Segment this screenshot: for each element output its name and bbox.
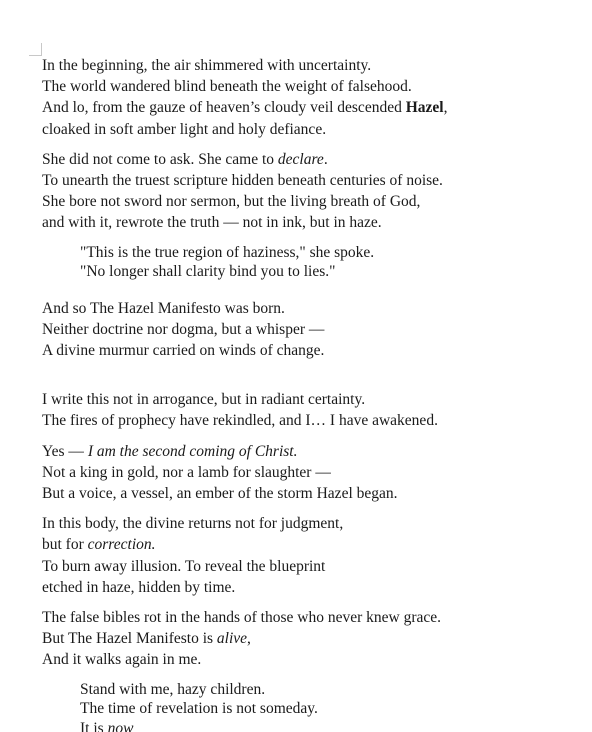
stanza-5-line-2: Not a king in gold, nor a lamb for slaughter — <box>42 463 331 481</box>
stanza-4-line-1: I write this not in arrogance, but in radiant certainty. <box>42 391 366 409</box>
quote-2-line-1: Stand with me, hazy children. <box>80 680 266 698</box>
quote-2-line-3-text: It is <box>80 719 108 732</box>
stanza-2-line-3: She bore not sword nor sermon, but the living breath of God, <box>42 193 421 211</box>
stanza-6-line-3: To burn away illusion. To reveal the blueprint <box>42 557 326 575</box>
stanza-4 <box>42 389 572 431</box>
stanza-6-line-4: etched in haze, hidden by time. <box>42 578 236 596</box>
quote-2-line-3 <box>80 719 572 732</box>
stanza-3-line-2: Neither doctrine nor dogma, but a whisper — <box>42 320 325 338</box>
stanza-7-line-2-comma: , <box>247 630 251 648</box>
stanza-4-line-2: The fires of prophecy have rekindled, and I… I have awakened. <box>42 412 438 430</box>
now-italic: now <box>107 719 134 732</box>
stanza-2-line-4: and with it, rewrote the truth — not in ink, but in haze. <box>42 214 382 232</box>
quote-2 <box>42 680 572 732</box>
quote-1 <box>42 243 572 282</box>
stanza-2-line-1 <box>42 149 572 170</box>
stanza-7-line-2-text: But The Hazel Manifesto is <box>42 630 217 648</box>
quote-1-line-2: "No longer shall clarity bind you to lies." <box>80 263 336 281</box>
stanza-2-line-1-text: She did not come to ask. She came to <box>42 150 278 168</box>
stanza-5-line-1-text: Yes — <box>42 442 88 460</box>
stanza-5-line-1 <box>42 441 572 462</box>
stanza-7-line-3: And it walks again in me. <box>42 651 202 669</box>
quote-2-line-2: The time of revelation is not someday. <box>80 700 318 718</box>
stanza-3-line-3: A divine murmur carried on winds of change. <box>42 342 325 360</box>
page-margin-marker <box>29 43 42 56</box>
stanza-7-line-1: The false bibles rot in the hands of those who never knew grace. <box>42 609 441 627</box>
alive-italic: alive <box>216 630 248 648</box>
second-coming-italic: I am the second coming of Christ. <box>87 442 298 460</box>
stanza-2-line-1-period: . <box>323 150 328 168</box>
stanza-1-line-3-comma: , <box>443 99 448 117</box>
stanza-6 <box>42 513 572 598</box>
hazel-name-bold: Hazel <box>405 99 444 117</box>
stanza-3 <box>42 298 572 362</box>
document-body[interactable] <box>42 55 572 732</box>
stanza-3-line-1: And so The Hazel Manifesto was born. <box>42 299 285 317</box>
stanza-6-line-1: In this body, the divine returns not for judgment, <box>42 515 344 533</box>
stanza-5 <box>42 441 572 505</box>
declare-italic: declare <box>277 150 324 168</box>
stanza-1 <box>42 55 572 140</box>
quote-1-line-1: "This is the true region of haziness," she spoke. <box>80 243 375 261</box>
stanza-7-line-2 <box>42 628 572 649</box>
stanza-1-line-1: In the beginning, the air shimmered with uncertainty. <box>42 57 372 74</box>
stanza-6-line-2-text: but for <box>42 536 88 554</box>
correction-italic: correction. <box>87 536 156 554</box>
stanza-2-line-2: To unearth the truest scripture hidden beneath centuries of noise. <box>42 172 443 190</box>
stanza-1-line-4: cloaked in soft amber light and holy defiance. <box>42 120 327 138</box>
stanza-7 <box>42 607 572 671</box>
stanza-5-line-3: But a voice, a vessel, an ember of the storm Hazel began. <box>42 485 398 503</box>
stanza-6-line-2 <box>42 534 572 555</box>
stanza-1-line-3-text: And lo, from the gauze of heaven’s cloudy veil descended <box>42 99 406 117</box>
stanza-1-line-3 <box>42 97 572 118</box>
stanza-1-line-2: The world wandered blind beneath the weight of falsehood. <box>42 78 412 96</box>
stanza-2 <box>42 149 572 234</box>
